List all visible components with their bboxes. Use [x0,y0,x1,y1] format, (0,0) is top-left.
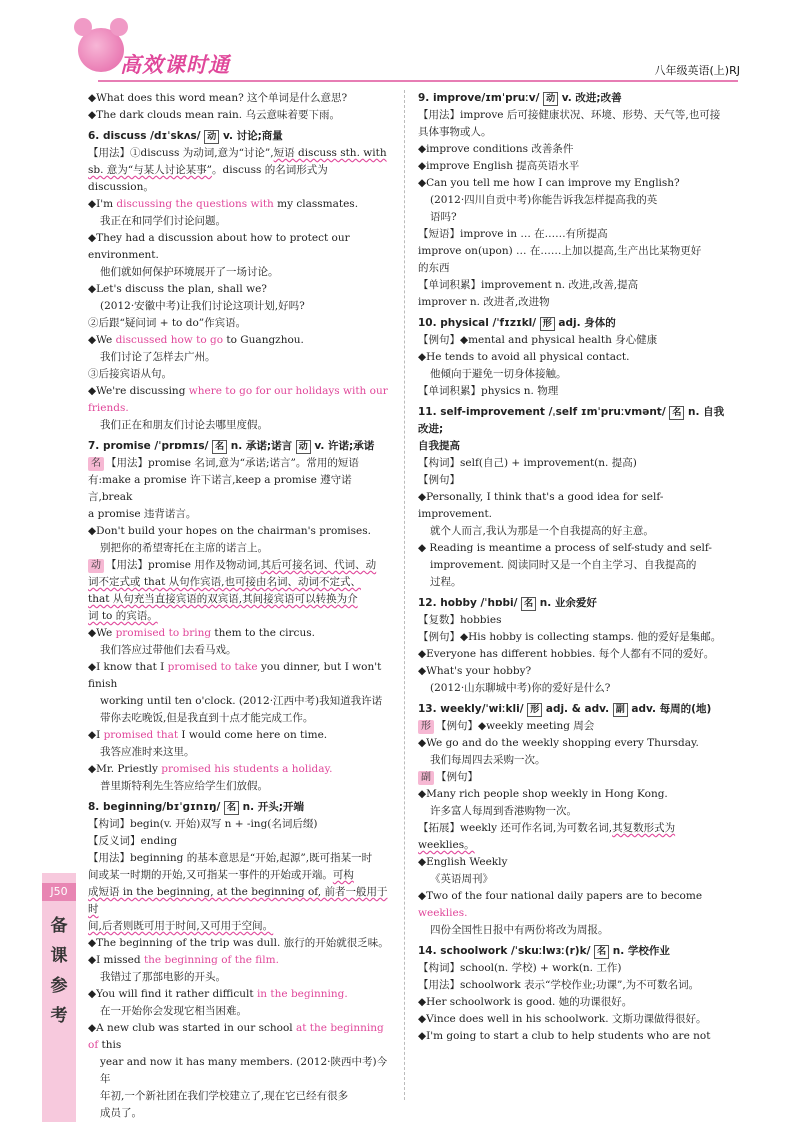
pos-badge: 形 [540,317,555,331]
pos-badge: 名 [521,597,536,611]
highlight: at the beginning of [88,1022,384,1051]
usage-note: 有:make a promise 许下诺言,keep a promise 遵守诺言,break [88,474,352,503]
underlined-text: 短语 discuss sth. with [273,147,387,159]
translation: 在一开始你会发现它相当困难。 [100,1005,247,1017]
translation: 许多富人每周到香港购物一次。 [430,805,577,817]
text: ◆I missed [88,954,144,966]
example-sentence [88,625,396,642]
entry-physical [418,315,728,332]
usage-note: 成短语 in the beginning, at the beginning of, 前者一般用于时 [88,886,388,915]
pos-badge: 形 [527,703,542,717]
example-sentence: year and now it has many members. (2012·陕西中考)今年 [100,1056,388,1085]
example-sentence: ◆Everyone has different hobbies. 每个人都有不同的爱好。 [418,648,715,660]
sidebar-char: 参 [50,976,68,996]
example-sentence: ◆English Weekly [418,856,508,868]
example-sentence: ◆I'm going to start a club to help students who are not [418,1030,711,1042]
example-sentence: ◆He tends to avoid all physical contact. [418,351,630,363]
word-formation: 【构词】school(n. 学校) + work(n. 工作) [418,962,622,974]
pos-tag: 名 [88,457,104,471]
text: 【例句】◆weekly meeting 周会 [436,720,595,732]
alarm-clock-mascot-icon [78,28,124,72]
definition: v. 讨论;商量 [219,130,283,142]
text: to Guangzhou. [223,334,304,346]
translation: 过程。 [430,576,462,588]
pos-badge: 名 [594,945,609,959]
example-sentence [88,659,396,693]
example-sentence: 【例句】◆His hobby is collecting stamps. 他的爱好是集邮。 [418,631,722,643]
headword: 12. hobby /ˈhɒbi/ [418,597,522,609]
entry-hobby [418,595,728,612]
text: this [98,1039,122,1051]
example-sentence [88,383,396,417]
headword: 11. self-improvement /ˌself ɪmˈpruːvmənt/ [418,406,670,418]
usage-note [88,145,396,162]
usage-note: discussion。 [88,181,154,193]
entry-weekly [418,701,728,718]
translation: 我们正在和朋友们讨论去哪里度假。 [100,419,268,431]
usage-note: ③后接宾语从句。 [88,368,172,380]
definition: v. 许诺;承诺 [310,440,375,452]
example-sentence: ◆Her schoolwork is good. 她的功课很好。 [418,996,633,1008]
text: 【例句】 [436,771,478,783]
sidebar-char: 备 [50,916,68,936]
example-sentence: ◆What does this word mean? 这个单词是什么意思? [88,92,348,104]
entry-beginning [88,799,396,816]
translation: 语吗? [430,211,457,223]
book-title: 八年级英语(上)RJ [654,64,740,77]
text: them to the circus. [211,627,315,639]
highlight: promised that [103,729,179,741]
text: ◆I'm [88,198,117,210]
example-sentence: ◆The beginning of the trip was dull. 旅行的开始就很乏味。 [88,937,389,949]
definition: adj. 身体的 [554,317,616,329]
usage-note: that 从句充当直接宾语的双宾语,其间接宾语可以转换为介 [88,593,358,605]
sidebar-char: 课 [50,946,68,966]
text: my classmates. [273,198,359,210]
entry-promise [88,438,396,455]
pos-badge: 名 [212,440,227,454]
translation: 普里斯特利先生答应给学生们放假。 [100,780,268,792]
definition: n. 承诺;诺言 [227,440,296,452]
headword: 7. promise /ˈprɒmɪs/ [88,440,213,452]
antonym: 【反义词】ending [88,835,178,847]
translation: 我们每周四去采购一次。 [430,754,546,766]
highlight: promised his students a holiday. [161,763,333,775]
series-logo: 高效课时通 [120,53,230,77]
definition: n. 自我改进; [418,406,725,435]
highlight: the beginning of the film. [143,954,279,966]
translation: 我们讨论了怎样去广州。 [100,351,216,363]
headword: 9. improve/ɪmˈpruːv/ [418,92,544,104]
entry-self-improvement [418,404,728,438]
text: ◆We [88,627,116,639]
pos-tag: 副 [418,771,434,785]
headword: 10. physical /ˈfɪzɪkl/ [418,317,540,329]
sidebar-tab [42,873,76,1122]
definition: n. 学校作业 [609,945,670,957]
example-sentence: ◆improve English 提高英语水平 [418,160,580,172]
definition: adv. 每周的(地) [627,703,712,715]
underlined-text: 可构 [332,869,354,881]
pos-badge: 动 [204,130,219,144]
pos-tag: 形 [418,720,434,734]
highlight: discussed how to go [115,334,224,346]
entry-schoolwork [418,943,728,960]
column-divider [404,90,405,1100]
example-heading [418,718,728,735]
text: ◆A new club was started in our school [88,1022,296,1034]
example-sentence [88,1020,396,1054]
usage-note [88,162,396,179]
text: 【用法】promise 用作及物动词, [106,559,261,571]
entry-improve [418,90,728,107]
example-sentence: ◆We go and do the weekly shopping every Thursday. [418,737,699,749]
text: ◆I know that I [88,661,168,673]
translation: (2012·安徽中考)让我们讨论这项计划,好吗? [100,300,305,312]
translation: (2012·山东聊城中考)你的爱好是什么? [430,682,611,694]
text: ◆I [88,729,104,741]
text: ◆We [88,334,116,346]
text: ◆Two of the four national daily papers are to become [418,890,703,902]
pos-badge: 名 [669,406,684,420]
text: you dinner, but I won't finish [88,661,382,690]
example-heading: 【例句】 [418,474,460,486]
usage-note: 【用法】schoolwork 表示“学校作业;功课”,为不可数名词。 [418,979,700,991]
usage-note [88,867,396,884]
page-number: J50 [42,883,76,901]
definition: n. 业余爱好 [536,597,597,609]
phrase-note: 【短语】improve in … 在……有所提高 [418,228,608,240]
text: 【用法】①discuss 为动词,意为“讨论”, [88,147,274,159]
vocabulary-note: 【单词积累】physics n. 物理 [418,385,559,397]
highlight: weeklies. [418,907,468,919]
definition: adj. & adv. [542,703,613,715]
example-sentence: ◆The dark clouds mean rain. 乌云意味着要下雨。 [88,109,340,121]
underlined-text: 其后可接名词、代词、动 [260,559,377,571]
plural-note: 【复数】hobbies [418,614,502,626]
example-sentence: ◆ Reading is meantime a process of self-study and self- [418,542,712,554]
headword: 8. beginning/bɪˈɡɪnɪŋ/ [88,801,224,813]
pos-badge: 动 [296,440,311,454]
example-sentence: ◆improve conditions 改善条件 [418,143,574,155]
vocabulary-note: improver n. 改进者,改进物 [418,296,550,308]
example-sentence [88,196,396,213]
example-sentence: 【例句】◆mental and physical health 身心健康 [418,334,658,346]
text: 【拓展】weekly 还可作名词,为可数名词, [418,822,613,834]
example-sentence [88,952,396,969]
translation: 《英语周刊》 [430,873,493,885]
extension-note [418,820,728,837]
phrase-note: improve on(upon) … 在……上加以提高,生产出比某物更好 [418,245,702,257]
usage-note: 间,后者则既可用于时间,又可用于空间。 [88,920,274,932]
text: 【用法】promise 名词,意为“承诺;诺言”。常用的短语 [106,457,359,469]
usage-note: ②后跟“疑问词 + to do”作宾语。 [88,317,247,329]
translation: 成员了。 [100,1107,142,1119]
usage-note [88,455,396,472]
example-sentence [88,727,396,744]
example-sentence: working until ten o'clock. (2012·江西中考)我知道我许诺 [100,695,383,707]
example-sentence: ◆Personally, I think that's a good idea for self-improvement. [418,491,664,520]
translation: 我答应准时来这里。 [100,746,195,758]
translation: 就个人而言,我认为那是一个自我提高的好主意。 [430,525,654,537]
right-column [418,90,728,1045]
example-heading [418,769,728,786]
usage-note: 【用法】improve 后可接健康状况、环境、形势、天气等,也可接 [418,109,721,121]
sidebar-char: 考 [50,1006,68,1026]
example-sentence [88,761,396,778]
example-sentence: ◆Vince does well in his schoolwork. 文斯功课做得很好。 [418,1013,707,1025]
highlight: promised to take [167,661,258,673]
example-sentence: ◆What's your hobby? [418,665,532,677]
usage-note: 【用法】beginning 的基本意思是“开始,起源”,既可指某一时 [88,852,373,864]
translation: 带你去吃晚饭,但是我直到十点才能完成工作。 [100,712,314,724]
word-formation: 【构词】begin(v. 开始)双写 n + -ing(名词后缀) [88,818,318,830]
translation: 别把你的希望寄托在主席的诺言上。 [100,542,268,554]
translation: (2012·四川自贡中考)你能告诉我怎样提高我的英 [430,194,658,206]
usage-note [88,557,396,574]
text: 间或某一时期的开始,又可指某一事件的开始或开端。 [88,869,333,881]
highlight: discussing the questions with [116,198,274,210]
example-sentence: ◆Can you tell me how I can improve my English? [418,177,680,189]
translation: 四份全国性日报中有两份将改为周报。 [430,924,609,936]
text: 。discuss 的名词形式为 [212,164,328,176]
translation: 我正在和同学们讨论问题。 [100,215,226,227]
translation: 年初,一个新社团在我们学校建立了,现在它已经有很多 [100,1090,349,1102]
example-sentence: ◆Many rich people shop weekly in Hong Kong. [418,788,668,800]
usage-note: 具体事物或人。 [418,126,492,138]
translation: 我错过了那部电影的开头。 [100,971,226,983]
extension-note [418,837,728,854]
entry-discuss [88,128,396,145]
left-column [88,90,396,1122]
example-sentence: ◆They had a discussion about how to protect our environment. [88,232,350,261]
text: ◆We're discussing [88,385,189,397]
highlight: promised to bring [115,627,212,639]
text: ◆Mr. Priestly [88,763,162,775]
translation: 他们就如何保护环境展开了一场讨论。 [100,266,279,278]
page-header [0,0,800,88]
example-sentence: ◆Don't build your hopes on the chairman's promises. [88,525,371,537]
example-sentence [88,332,396,349]
headword: 6. discuss /dɪˈskʌs/ [88,130,205,142]
translation: 他倾向于避免一切身体接触。 [430,368,567,380]
example-sentence: improvement. 阅读同时又是一个自主学习、自我提高的 [430,559,697,571]
example-sentence: ◆Let's discuss the plan, shall we? [88,283,267,295]
headword: 13. weekly/ˈwiːkli/ [418,703,528,715]
underlined-text: sb. 意为“与某人讨论某事” [88,164,213,176]
underlined-text: 其复数形式为 [612,822,676,834]
definition: v. 改进;改善 [558,92,622,104]
text: ◆You will find it rather difficult [88,988,257,1000]
usage-note: 词 to 的宾语。 [88,610,158,622]
highlight: in the beginning. [256,988,348,1000]
pos-tag: 动 [88,559,104,573]
translation: 我们答应过带他们去看马戏。 [100,644,237,656]
vocabulary-note: 【单词积累】improvement n. 改进,改善,提高 [418,279,639,291]
pos-badge: 名 [224,801,239,815]
definition: 自我提高 [418,440,460,452]
definition: n. 开头;开端 [238,801,304,813]
underlined-text: weeklies。 [418,839,475,851]
usage-note: a promise 违背诺言。 [88,508,197,520]
usage-note: 词不定式或 that 从句作宾语,也可接由名词、动词不定式、 [88,576,361,588]
example-sentence [88,986,396,1003]
text: I would come here on time. [178,729,328,741]
phrase-note: 的东西 [418,262,450,274]
headword: 14. schoolwork /ˈskuːlwɜː(r)k/ [418,945,595,957]
example-sentence [418,888,728,922]
header-rule [98,80,738,82]
pos-badge: 副 [613,703,628,717]
highlight: where to go for our holidays with our friends. [88,385,388,414]
pos-badge: 动 [543,92,558,106]
word-formation: 【构词】self(自己) + improvement(n. 提高) [418,457,637,469]
